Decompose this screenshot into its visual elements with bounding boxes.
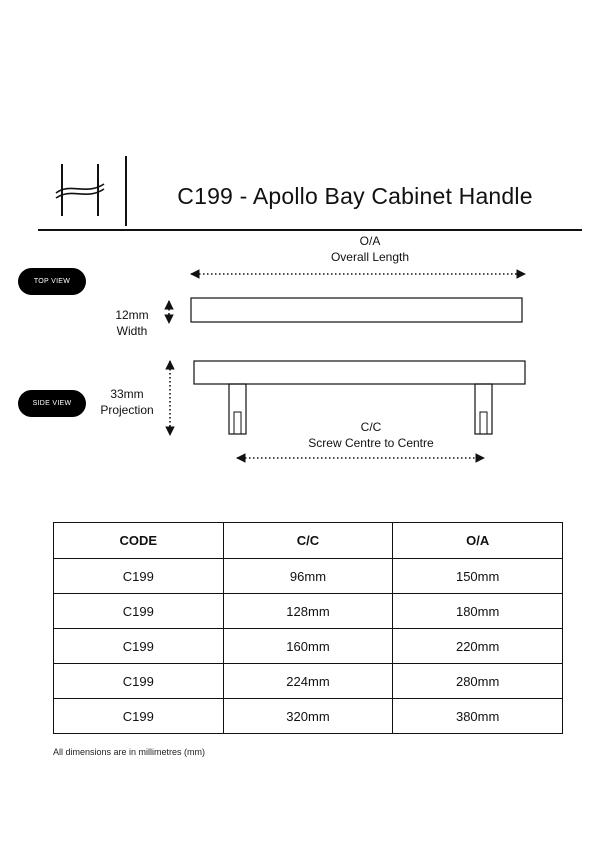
cell-cc: 128mm xyxy=(223,594,393,629)
cell-oa: 150mm xyxy=(393,559,563,594)
right-leg xyxy=(475,384,492,434)
cell-oa: 220mm xyxy=(393,629,563,664)
centre-label xyxy=(286,419,456,451)
table-row xyxy=(54,664,563,699)
cell-code: C199 xyxy=(54,629,224,664)
centre-abbr: C/C xyxy=(360,420,382,434)
cell-oa: 280mm xyxy=(393,664,563,699)
overall-length-text: Overall Length xyxy=(330,250,410,264)
right-screw xyxy=(480,412,487,434)
cell-cc: 224mm xyxy=(223,664,393,699)
cell-cc: 96mm xyxy=(223,559,393,594)
cell-code: C199 xyxy=(54,664,224,699)
page-title: C199 - Apollo Bay Cabinet Handle xyxy=(177,183,533,209)
cell-cc: 160mm xyxy=(223,629,393,664)
top-view-badge: TOP VIEW xyxy=(18,268,86,295)
side-view-bar xyxy=(194,361,525,384)
side-view-badge: SIDE VIEW xyxy=(18,390,86,417)
cell-code: C199 xyxy=(54,559,224,594)
table-row xyxy=(54,699,563,734)
left-screw xyxy=(234,412,241,434)
width-label xyxy=(98,307,166,339)
footnote: All dimensions are in millimetres (mm) xyxy=(53,747,206,757)
cell-code: C199 xyxy=(54,699,224,734)
header-code: CODE xyxy=(54,523,224,559)
centre-text: Screw Centre to Centre xyxy=(308,436,434,450)
overall-length-label xyxy=(300,233,440,265)
projection-text: Projection xyxy=(100,403,154,417)
projection-label xyxy=(88,386,166,418)
cell-oa: 380mm xyxy=(393,699,563,734)
projection-value: 33mm xyxy=(110,387,144,401)
size-table xyxy=(53,522,563,734)
header-rule xyxy=(38,229,582,231)
header-oa: O/A xyxy=(393,523,563,559)
header-cc: C/C xyxy=(223,523,393,559)
left-leg xyxy=(229,384,246,434)
cell-oa: 180mm xyxy=(393,594,563,629)
cell-code: C199 xyxy=(54,594,224,629)
table-row xyxy=(54,559,563,594)
width-text: Width xyxy=(116,324,148,338)
h-monogram-icon xyxy=(52,160,108,220)
table-row xyxy=(54,629,563,664)
cell-cc: 320mm xyxy=(223,699,393,734)
table-header-row xyxy=(54,523,563,559)
width-value: 12mm xyxy=(115,308,149,322)
overall-length-abbr: O/A xyxy=(359,234,381,248)
header-divider xyxy=(125,156,127,226)
top-view-bar xyxy=(191,298,522,322)
table-row xyxy=(54,594,563,629)
